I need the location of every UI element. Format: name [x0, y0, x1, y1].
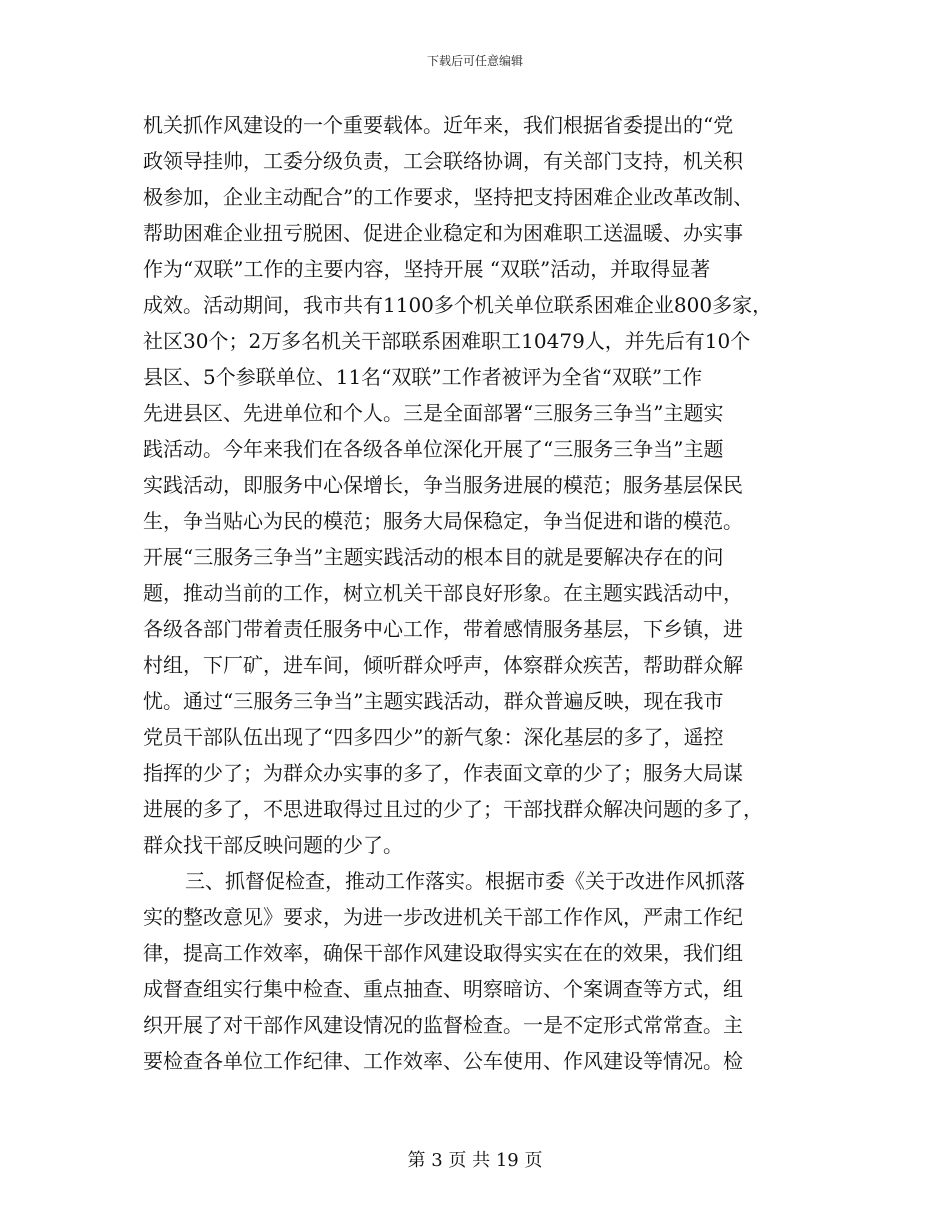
text-line: 作为“双联”工作的主要内容，坚持开展 “双联”活动，并取得显著	[143, 257, 711, 281]
section-heading-line: 三、抓督促检查，推动工作落实。根据市委《关于改进作风抓落	[185, 869, 745, 893]
text-line: 实的整改意见》要求，为进一步改进机关干部工作作风，严肃工作纪	[143, 905, 743, 929]
text-line: 题，推动当前的工作，树立机关干部良好形象。在主题实践活动中，	[143, 581, 743, 605]
text-line: 开展“三服务三争当”主题实践活动的根本目的就是要解决存在的问	[143, 545, 724, 569]
text-line: 践活动。今年来我们在各级各单位深化开展了“三服务三争当”主题	[143, 437, 724, 461]
text-line: 要检查各单位工作纪律、工作效率、公车使用、作风建设等情况。检	[143, 1049, 743, 1073]
text-line: 成督查组实行集中检查、重点抽查、明察暗访、个案调查等方式，组	[143, 977, 743, 1001]
text-line: 县区、5个参联单位、11名“双联”工作者被评为全省“双联”工作	[143, 365, 703, 389]
text-line: 先进县区、先进单位和个人。三是全面部署“三服务三争当”主题实	[143, 401, 724, 425]
text-line: 极参加，企业主动配合”的工作要求，坚持把支持困难企业改革改制、	[143, 185, 754, 209]
text-line: 忧。通过“三服务三争当”主题实践活动，群众普遍反映，现在我市	[143, 689, 724, 713]
text-line: 党员干部队伍出现了“四多四少”的新气象：深化基层的多了，遥控	[143, 725, 724, 749]
text-line: 帮助困难企业扭亏脱困、促进企业稳定和为困难职工送温暖、办实事	[143, 221, 743, 245]
text-line: 各级各部门带着责任服务中心工作，带着感情服务基层，下乡镇，进	[143, 617, 743, 641]
page-number-footer: 第 3 页 共 19 页	[407, 1150, 543, 1171]
text-line: 政领导挂帅，工委分级负责，工会联络协调，有关部门支持，机关积	[143, 149, 743, 173]
text-line: 进展的多了，不思进取得过且过的少了；干部找群众解决问题的多了，	[143, 797, 763, 821]
text-line: 社区30个；2万多名机关干部联系困难职工10479人，并先后有10个	[143, 329, 751, 353]
text-line: 生，争当贴心为民的模范；服务大局保稳定，争当促进和谐的模范。	[143, 509, 743, 533]
page-header: 下载后可任意编辑	[426, 54, 523, 68]
text-line: 律，提高工作效率，确保干部作风建设取得实实在在的效果，我们组	[143, 941, 743, 965]
document-body	[143, 107, 813, 1079]
text-line: 群众找干部反映问题的少了。	[143, 833, 403, 857]
text-line: 成效。活动期间，我市共有1100多个机关单位联系困难企业800多家，	[143, 293, 773, 317]
text-line: 机关抓作风建设的一个重要载体。近年来，我们根据省委提出的“党	[143, 113, 734, 137]
text-line: 指挥的少了；为群众办实事的多了，作表面文章的少了；服务大局谋	[143, 761, 743, 785]
text-line: 织开展了对干部作风建设情况的监督检查。一是不定形式常常查。主	[143, 1013, 743, 1037]
text-line: 村组，下厂矿，进车间，倾听群众呼声，体察群众疾苦，帮助群众解	[143, 653, 743, 677]
text-line: 实践活动，即服务中心保增长，争当服务进展的模范；服务基层保民	[143, 473, 743, 497]
